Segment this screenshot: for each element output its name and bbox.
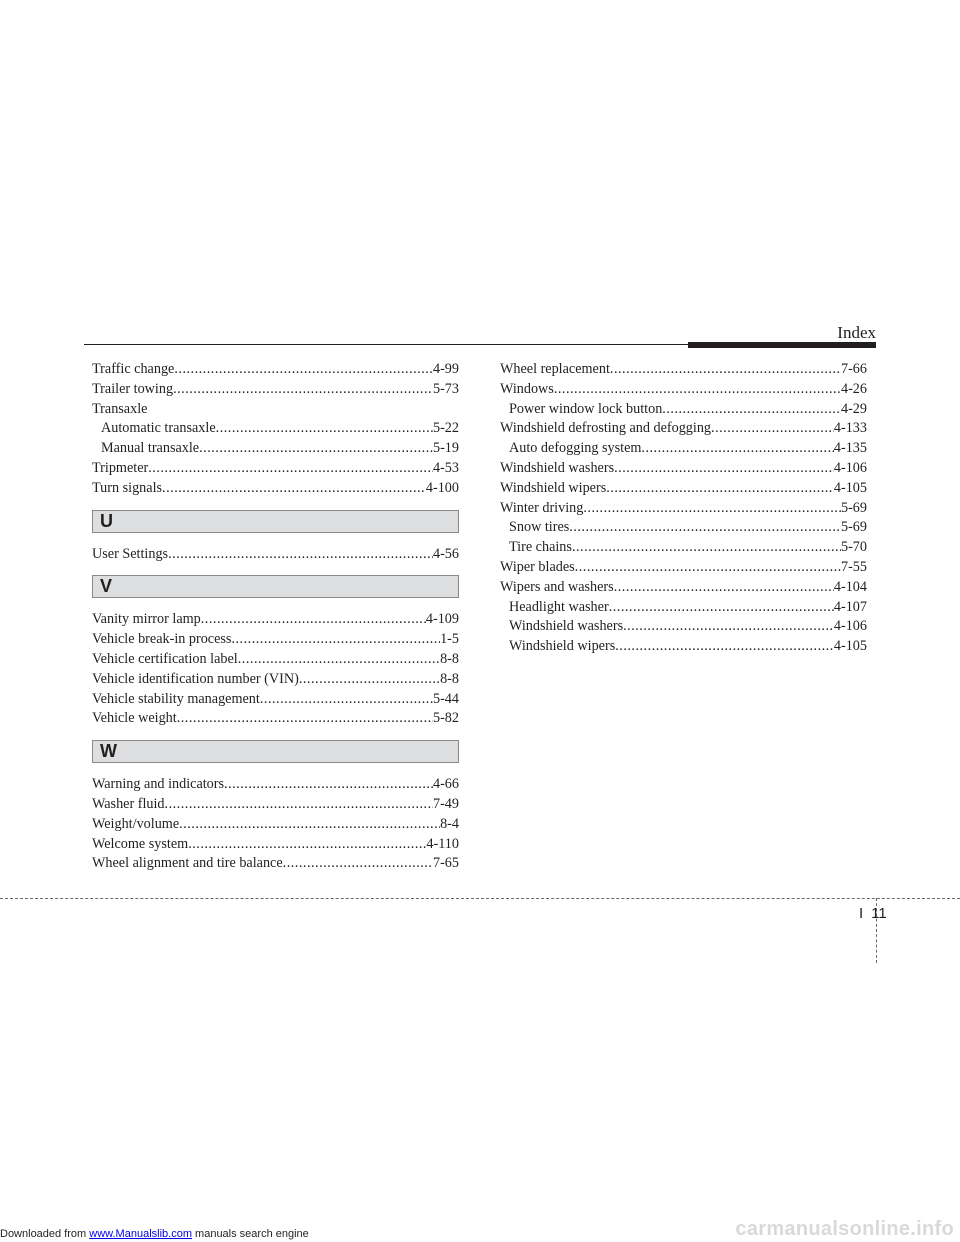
index-entry xyxy=(500,499,867,519)
index-entry-page: 7-66 xyxy=(840,361,867,377)
index-entry-label: Vanity mirror lamp xyxy=(92,611,201,628)
index-entry-label: Vehicle weight xyxy=(92,710,177,727)
dot-leader xyxy=(177,709,433,729)
index-entry-page: 5-22 xyxy=(432,420,459,437)
letter-heading-v: V xyxy=(92,575,459,598)
letter-heading-w: W xyxy=(92,740,459,763)
index-entry-label: User Settings xyxy=(92,545,169,562)
index-entry-label: Vehicle stability management xyxy=(92,690,260,707)
index-entry-page: 4-56 xyxy=(432,545,459,562)
dot-leader xyxy=(711,419,834,439)
index-entry-page: 8-4 xyxy=(440,815,459,832)
dot-leader xyxy=(199,439,433,459)
index-entry-label: Vehicle certification label xyxy=(92,650,238,667)
dot-leader xyxy=(179,815,440,835)
index-entry-label: Auto defogging system xyxy=(509,440,642,457)
index-entry-page: 4-29 xyxy=(840,400,867,417)
index-entry-page: 8-8 xyxy=(440,670,459,687)
dot-leader xyxy=(615,637,834,657)
index-entry-page: 4-109 xyxy=(425,611,459,628)
index-entry xyxy=(92,854,459,874)
dot-leader xyxy=(224,775,433,795)
index-entry-page: 4-133 xyxy=(833,420,867,437)
index-entry xyxy=(500,459,867,479)
page-section-prefix: I xyxy=(859,905,864,922)
index-entry xyxy=(92,650,459,670)
dot-leader xyxy=(174,360,433,380)
index-entry-page: 4-104 xyxy=(833,578,867,595)
index-column-right xyxy=(500,360,867,657)
dot-leader xyxy=(168,545,433,565)
page-number xyxy=(859,905,887,922)
watermark: carmanualsonline.info xyxy=(735,1218,954,1240)
index-entry-label: Headlight washer xyxy=(509,598,609,615)
download-note: Downloaded from www.Manualslib.com manuals search engine xyxy=(0,1228,309,1240)
index-entry xyxy=(500,419,867,439)
index-entry-label: Wiper blades xyxy=(500,558,575,575)
index-entry-page: 4-53 xyxy=(432,459,459,476)
index-entry xyxy=(92,690,459,710)
index-entry-page: 4-105 xyxy=(833,638,867,655)
dot-leader xyxy=(165,795,433,815)
index-entry xyxy=(92,479,459,499)
index-entry-label: Traffic change xyxy=(92,361,175,377)
index-entry-label: Power window lock button xyxy=(509,400,663,417)
index-entry-page: 8-8 xyxy=(440,650,459,667)
index-entry xyxy=(500,400,867,420)
index-entry xyxy=(92,795,459,815)
index-entry-label: Warning and indicators xyxy=(92,776,225,793)
dot-leader xyxy=(662,400,841,420)
index-entry-label: Vehicle identification number (VIN) xyxy=(92,670,299,687)
dot-leader xyxy=(623,617,834,637)
dot-leader xyxy=(583,499,841,519)
index-entry xyxy=(500,538,867,558)
dot-leader xyxy=(641,439,833,459)
index-entry-page: 4-106 xyxy=(833,459,867,476)
dot-leader xyxy=(606,479,834,499)
index-entry-label: Manual transaxle xyxy=(101,440,200,457)
index-entry-label: Transaxle xyxy=(92,400,148,417)
dot-leader xyxy=(609,598,834,618)
index-entry-label: Weight/volume xyxy=(92,815,180,832)
index-entry xyxy=(500,558,867,578)
index-entry-page: 5-69 xyxy=(840,519,867,536)
dot-leader xyxy=(554,380,841,400)
index-group-w xyxy=(92,775,459,874)
index-entry xyxy=(500,518,867,538)
index-entry-label: Vehicle break-in process xyxy=(92,631,232,648)
dot-leader xyxy=(188,835,426,855)
index-entry xyxy=(92,815,459,835)
dot-leader xyxy=(201,610,426,630)
index-entry-label: Windshield washers xyxy=(500,459,615,476)
manualslib-link[interactable]: www.Manualslib.com xyxy=(89,1228,192,1240)
index-entry-page: 4-105 xyxy=(833,479,867,496)
dot-leader xyxy=(299,670,440,690)
dot-leader xyxy=(575,558,841,578)
index-entry-label: Turn signals xyxy=(92,479,163,496)
index-entry xyxy=(92,380,459,400)
index-entry-page: 5-19 xyxy=(432,440,459,457)
index-entry-label: Windows xyxy=(500,380,554,397)
index-entry-page: 4-99 xyxy=(432,361,459,377)
dot-leader xyxy=(162,479,426,499)
index-entry xyxy=(92,630,459,650)
index-entry-label: Tire chains xyxy=(509,539,572,556)
index-entry xyxy=(500,479,867,499)
index-entry xyxy=(92,419,459,439)
index-entry-page: 5-70 xyxy=(840,539,867,556)
page-number-value: 11 xyxy=(871,905,887,922)
index-entry xyxy=(500,380,867,400)
dot-leader xyxy=(283,854,433,874)
index-entry-label: Automatic transaxle xyxy=(101,420,216,437)
index-entry-label: Wheel replacement xyxy=(500,361,610,377)
index-entry-page: 4-107 xyxy=(833,598,867,615)
index-entry-label: Washer fluid xyxy=(92,795,165,812)
dot-leader xyxy=(231,630,440,650)
dot-leader xyxy=(614,578,834,598)
index-entry-label: Wheel alignment and tire balance xyxy=(92,855,283,872)
index-entry xyxy=(92,459,459,479)
index-entry-page: 4-100 xyxy=(425,479,459,496)
index-entry xyxy=(92,545,459,565)
dot-leader xyxy=(216,419,433,439)
index-entry-page: 4-66 xyxy=(432,776,459,793)
dot-leader xyxy=(260,690,433,710)
index-entry-page: 5-82 xyxy=(432,710,459,727)
index-entry-page: 5-73 xyxy=(432,380,459,397)
index-group-v xyxy=(92,610,459,729)
dot-leader xyxy=(610,360,841,380)
page-title: Index xyxy=(837,323,876,342)
index-entry-page: 4-26 xyxy=(840,380,867,397)
index-entry xyxy=(500,598,867,618)
index-entry-page: 7-55 xyxy=(840,558,867,575)
index-entry-page: 7-49 xyxy=(432,795,459,812)
index-entry-label: Windshield defrosting and defogging xyxy=(500,420,712,437)
index-entry xyxy=(92,360,459,380)
index-group-t xyxy=(92,360,459,499)
index-entry xyxy=(92,610,459,630)
index-entry xyxy=(500,439,867,459)
index-entry-label: Snow tires xyxy=(509,519,570,536)
dot-leader xyxy=(614,459,834,479)
index-entry xyxy=(92,439,459,459)
index-entry xyxy=(92,709,459,729)
index-column-left xyxy=(92,360,459,874)
index-entry-label: Wipers and washers xyxy=(500,578,614,595)
index-entry-label: Welcome system xyxy=(92,835,189,852)
footer-dashed-rule xyxy=(0,898,960,899)
index-entry-page: 5-44 xyxy=(432,690,459,707)
index-entry xyxy=(92,400,459,420)
index-entry-page: 1-5 xyxy=(440,631,459,648)
index-group-w-continued xyxy=(500,360,867,657)
dot-leader xyxy=(173,380,433,400)
index-entry xyxy=(92,835,459,855)
index-entry-label: Windshield wipers xyxy=(509,638,616,655)
index-entry xyxy=(500,617,867,637)
dot-leader xyxy=(569,518,841,538)
index-entry-label: Windshield washers xyxy=(509,618,624,635)
index-entry-page: 5-69 xyxy=(840,499,867,516)
index-entry-page: 4-135 xyxy=(833,440,867,457)
index-entry xyxy=(500,637,867,657)
dot-leader xyxy=(238,650,440,670)
index-entry-page: 7-65 xyxy=(432,855,459,872)
index-entry xyxy=(500,360,867,380)
header-tab xyxy=(688,342,876,348)
index-entry-page: 4-110 xyxy=(426,835,459,852)
index-entry-page: 4-106 xyxy=(833,618,867,635)
dot-leader xyxy=(572,538,841,558)
index-entry xyxy=(92,775,459,795)
index-entry xyxy=(500,578,867,598)
letter-heading-u: U xyxy=(92,510,459,533)
index-entry xyxy=(92,670,459,690)
index-entry-label: Trailer towing xyxy=(92,380,174,397)
index-entry-label: Windshield wipers xyxy=(500,479,607,496)
index-entry-label: Winter driving xyxy=(500,499,584,516)
index-entry-label: Tripmeter xyxy=(92,459,149,476)
index-group-u xyxy=(92,545,459,565)
dot-leader xyxy=(148,459,433,479)
